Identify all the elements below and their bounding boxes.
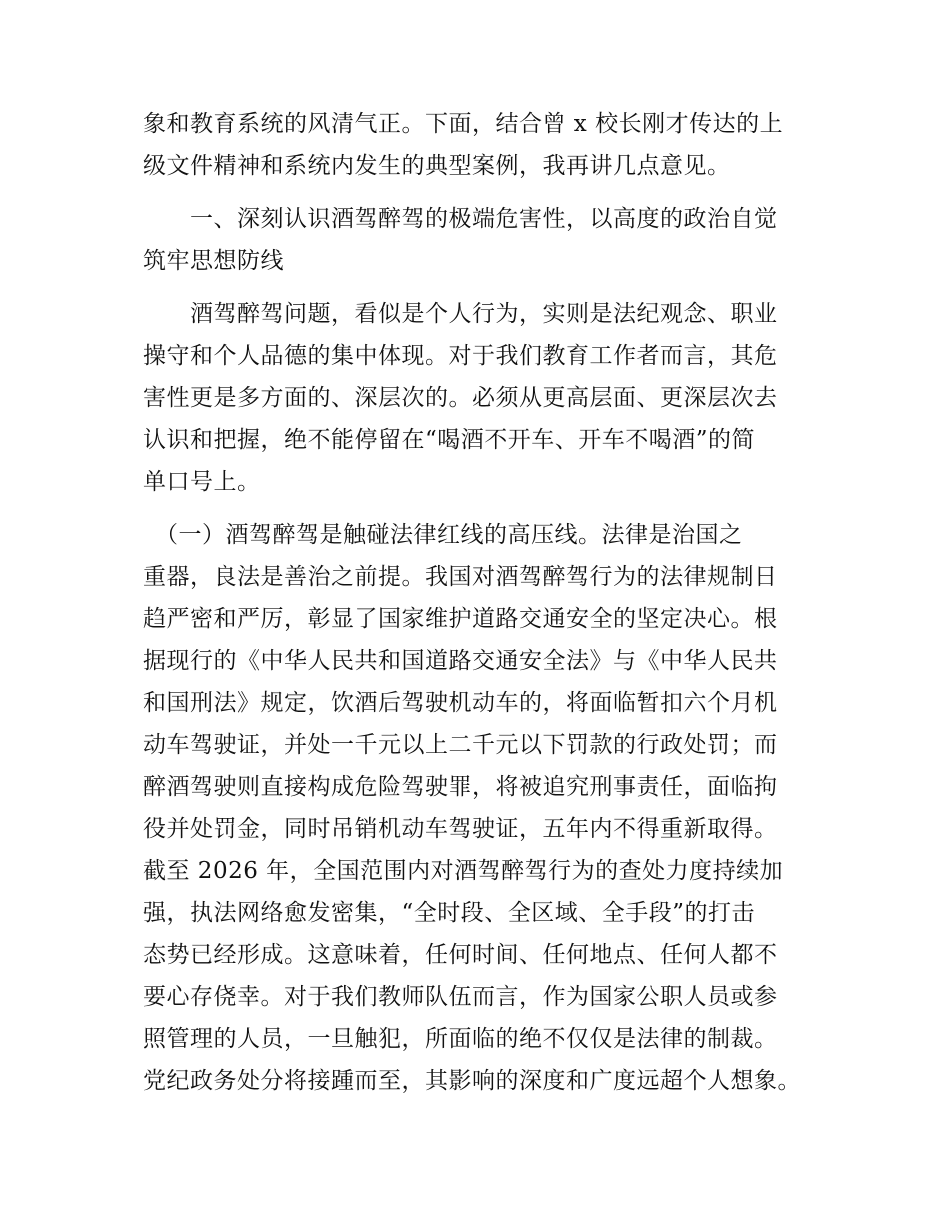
text-line: 操守和个人品德的集中体现。对于我们教育工作者而言，其危 xyxy=(143,343,778,369)
text-line: 象和教育系统的风清气正。下面，结合曾 x 校长刚才传达的上 xyxy=(143,111,784,137)
text-line: 照管理的人员，一旦触犯，所面临的绝不仅仅是法律的制裁。 xyxy=(143,1026,778,1052)
text-line: 认识和把握，绝不能停留在“喝酒不开车、开车不喝酒”的简 xyxy=(143,427,756,453)
text-line: 党纪政务处分将接踵而至，其影响的深度和广度远超个人想象。 xyxy=(143,1068,801,1094)
section-heading-line: 一、深刻认识酒驾醉驾的极端危害性，以高度的政治自觉 xyxy=(143,206,778,232)
text-line: 据现行的《中华人民共和国道路交通安全法》与《中华人民共 xyxy=(143,648,778,674)
text-line: 重器，良法是善治之前提。我国对酒驾醉驾行为的法律规制日 xyxy=(143,564,778,590)
document-body xyxy=(143,103,823,1102)
text-line: 害性更是多方面的、深层次的。必须从更高层面、更深层次去 xyxy=(143,385,778,411)
text-line: 酒驾醉驾问题，看似是个人行为，实则是法纪观念、职业 xyxy=(143,301,778,327)
text-line: 要心存侥幸。对于我们教师队伍而言，作为国家公职人员或参 xyxy=(143,984,778,1010)
text-line: 趋严密和严厉，彰显了国家维护道路交通安全的坚定决心。根 xyxy=(143,606,778,632)
text-line: 醉酒驾驶则直接构成危险驾驶罪，将被追究刑事责任，面临拘 xyxy=(143,774,778,800)
paragraph-gap xyxy=(143,503,823,514)
paragraph-gap xyxy=(143,187,823,198)
text-line: 动车驾驶证，并处一千元以上二千元以下罚款的行政处罚；而 xyxy=(143,732,778,758)
text-line: 和国刑法》规定，饮酒后驾驶机动车的，将面临暂扣六个月机 xyxy=(143,690,778,716)
text-line: 级文件精神和系统内发生的典型案例，我再讲几点意见。 xyxy=(143,153,731,179)
text-line: 单口号上。 xyxy=(143,469,261,495)
text-line: 役并处罚金，同时吊销机动车驾驶证，五年内不得重新取得。 xyxy=(143,816,778,842)
paragraph-gap xyxy=(143,282,823,293)
text-line: 态势已经形成。这意味着，任何时间、任何地点、任何人都不 xyxy=(143,942,778,968)
section-heading-line: 筑牢思想防线 xyxy=(143,248,284,274)
text-line: 截至 2026 年，全国范围内对酒驾醉驾行为的查处力度持续加 xyxy=(143,858,784,884)
subsection-line: （一）酒驾醉驾是触碰法律红线的高压线。法律是治国之 xyxy=(143,522,743,548)
text-line: 强，执法网络愈发密集，“全时段、全区域、全手段”的打击 xyxy=(143,900,756,926)
